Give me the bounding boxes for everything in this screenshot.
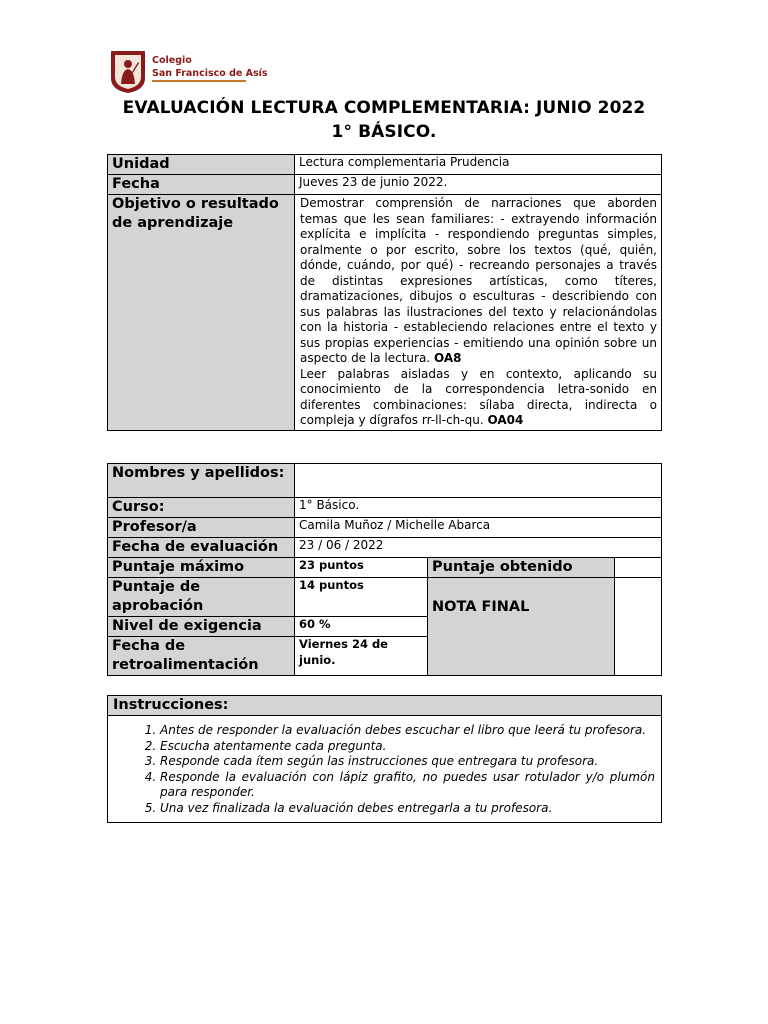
curso-label: Curso: xyxy=(108,498,295,518)
row-fecha xyxy=(108,175,662,195)
puntaje-maximo-value: 23 puntos xyxy=(295,558,428,578)
fecha-evaluacion-label: Fecha de evaluación xyxy=(108,538,295,558)
puntaje-maximo-label: Puntaje máximo xyxy=(108,558,295,578)
row-puntaje-aprobacion xyxy=(108,578,662,617)
row-objetivo xyxy=(108,195,662,431)
puntaje-obtenido-field[interactable] xyxy=(615,558,662,578)
page-subtitle: 1° BÁSICO. xyxy=(331,122,437,142)
retroalimentacion-value: Viernes 24 de junio. xyxy=(295,637,428,676)
row-instructions-header xyxy=(108,696,662,716)
page-title: EVALUACIÓN LECTURA COMPLEMENTARIA: JUNIO 2022 xyxy=(122,98,646,118)
retroalimentacion-label: Fecha de retroalimentación xyxy=(108,637,295,676)
unidad-value: Lectura complementaria Prudencia xyxy=(295,155,662,175)
unidad-label: Unidad xyxy=(108,155,295,175)
logo-underline xyxy=(152,80,246,82)
nivel-exigencia-value: 60 % xyxy=(295,617,428,637)
student-table xyxy=(107,463,662,676)
row-fecha-evaluacion xyxy=(108,538,662,558)
fecha-value: Jueves 23 de junio 2022. xyxy=(295,175,662,195)
profesor-label: Profesor/a xyxy=(108,518,295,538)
nombres-field[interactable] xyxy=(295,464,662,498)
logo-text xyxy=(152,54,268,80)
curso-value: 1° Básico. xyxy=(295,498,662,518)
info-table xyxy=(107,154,662,431)
school-logo xyxy=(108,46,268,98)
school-seal-icon xyxy=(108,48,148,94)
instruction-item: 2. Escucha atentamente cada pregunta. xyxy=(160,739,655,755)
objetivo-value xyxy=(295,195,662,431)
puntaje-aprobacion-label: Puntaje de aprobación xyxy=(108,578,295,617)
instruction-item: 1. Antes de responder la evaluación debes escuchar el libro que leerá tu profesora. xyxy=(160,723,655,739)
instructions-header: Instrucciones: xyxy=(108,696,662,716)
row-instructions-body xyxy=(108,716,662,823)
nombres-label: Nombres y apellidos: xyxy=(108,464,295,498)
objetivo-text-2: Leer palabras aisladas y en contexto, aplicando su conocimiento de la correspondencia letra-sonido en diferentes combinaciones: sílaba directa, indirecta o compleja y dígrafos rr-ll-ch-qu. xyxy=(300,366,657,427)
row-profesor xyxy=(108,518,662,538)
objetivo-label: Objetivo o resultado de aprendizaje xyxy=(108,195,295,431)
nota-final-label: NOTA FINAL xyxy=(428,578,615,676)
logo-line-1: Colegio xyxy=(152,55,192,66)
instructions-table xyxy=(107,695,662,823)
instructions-list xyxy=(108,723,655,817)
row-curso xyxy=(108,498,662,518)
objetivo-code-2: OA04 xyxy=(487,413,524,427)
logo-line-2: San Francisco de Asís xyxy=(152,68,268,79)
fecha-label: Fecha xyxy=(108,175,295,195)
nota-final-field[interactable] xyxy=(615,578,662,676)
objetivo-code-1: OA8 xyxy=(433,351,462,365)
puntaje-aprobacion-value: 14 puntos xyxy=(295,578,428,617)
profesor-value: Camila Muñoz / Michelle Abarca xyxy=(295,518,662,538)
instruction-item: 5. Una vez finalizada la evaluación debes entregarla a tu profesora. xyxy=(160,801,655,817)
row-puntaje-maximo xyxy=(108,558,662,578)
fecha-evaluacion-value: 23 / 06 / 2022 xyxy=(295,538,662,558)
instruction-item: 3. Responde cada ítem según las instrucciones que entregara tu profesora. xyxy=(160,754,655,770)
instructions-body xyxy=(108,716,662,823)
puntaje-obtenido-label: Puntaje obtenido xyxy=(428,558,615,578)
instruction-item: 4. Responde la evaluación con lápiz grafito, no puedes usar rotulador y/o plumón para responder. xyxy=(160,770,655,801)
row-nombres xyxy=(108,464,662,498)
nivel-exigencia-label: Nivel de exigencia xyxy=(108,617,295,637)
row-unidad xyxy=(108,155,662,175)
objetivo-text-1: Demostrar comprensión de narraciones que aborden temas que les sean familiares: - extrayendo información explícita e implícita - respondiendo preguntas simples, oralmente o por escrito, sobre los textos (qué, quién, dónde, cuándo, por qué) - recreando personajes a través de distintas expresiones artísticas, como títeres, dramatizaciones, dibujos o esculturas - describiendo con sus palabras las ilustraciones del texto y relacionándolas con la historia - estableciendo relaciones entre el texto y sus propias experiencias - emitiendo una opinión sobre un aspecto de la lectura. xyxy=(300,196,657,365)
